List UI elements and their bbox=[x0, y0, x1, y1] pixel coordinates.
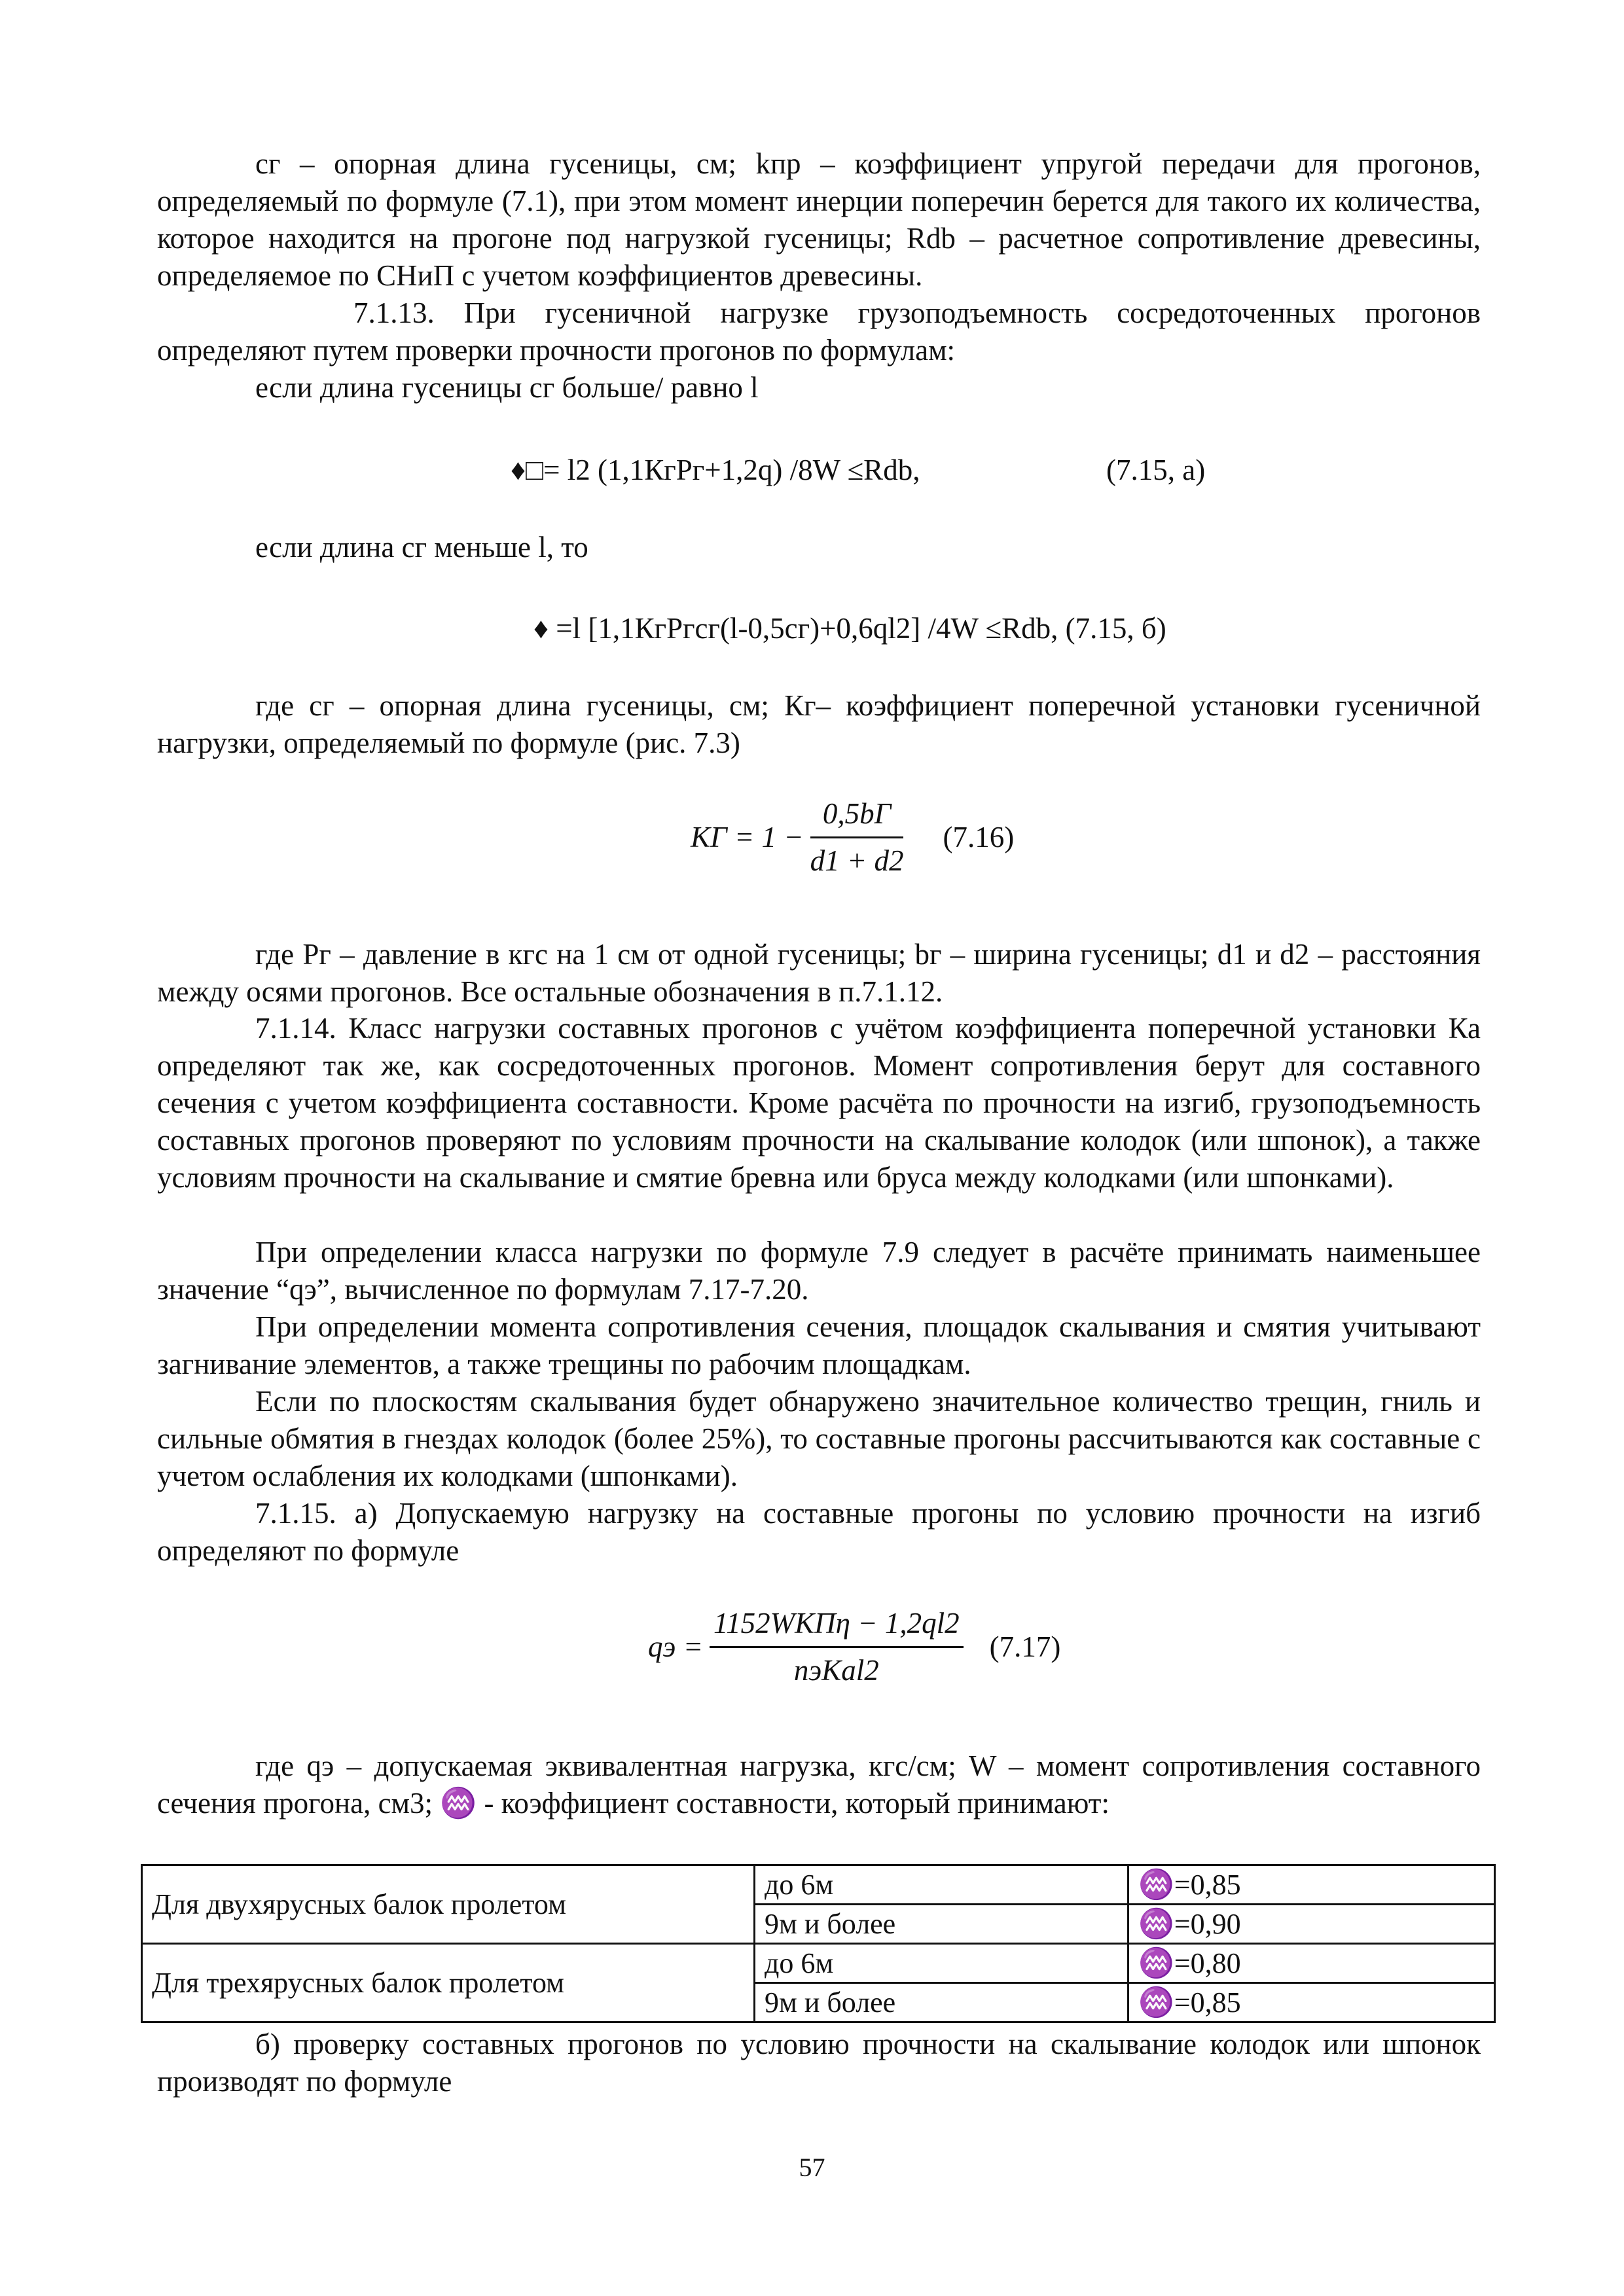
text-p5: где cг – опорная длина гусеницы, см; Кг– коэффициент поперечной установки гусеничной нагрузки, определяемый по формуле (рис. 7.3) bbox=[157, 689, 1481, 759]
text-p2: 7.1.13. При гусеничной нагрузке грузоподъемность сосредоточенных прогонов определяют путем проверки прочности прогонов по формулам: bbox=[157, 296, 1481, 367]
text-p12: где qэ – допускаемая эквивалентная нагрузка, кгс/см; W – момент сопротивления составного сечения прогона, см3; ♒ - коэффициент составности, который принимают: bbox=[157, 1749, 1481, 1820]
table-cell-span: до 6м bbox=[755, 1944, 1128, 1983]
composite-coefficient-table bbox=[141, 1864, 1496, 2023]
text-p7: 7.1.14. Класс нагрузки составных прогонов с учётом коэффициента поперечной установки Ка определяют так же, как сосредоточенных прогонов. Момент сопротивления берут для составного сечения с учетом коэффициента составности. Кроме расчёта по прочности на изгиб, грузоподъемность составных прогонов проверяют по условиям прочности на скалывание колодок (или шпонок), а также условиям прочности на скалывание и смятие бревна или бруса между колодками (или шпонками). bbox=[157, 1012, 1481, 1194]
paragraph-7-1-14 bbox=[157, 1010, 1481, 1196]
formula-7-16-lhs: KГ = 1 − bbox=[691, 821, 804, 853]
formula-7-15a-number: (7.15, а) bbox=[1106, 454, 1206, 486]
table-cell-coefficient: ♒=0,85 bbox=[1128, 1983, 1495, 2022]
table-cell-span: 9м и более bbox=[755, 1905, 1128, 1944]
paragraph-load-class bbox=[157, 1234, 1481, 1308]
formula-7-17-denominator: nэKаl2 bbox=[793, 1654, 879, 1687]
paragraph-moment bbox=[157, 1308, 1481, 1383]
paragraph-condition-2 bbox=[157, 529, 1481, 566]
paragraph-condition-1 bbox=[157, 369, 1481, 406]
paragraph-where-2 bbox=[157, 936, 1481, 1011]
text-p8: При определении класса нагрузки по формуле 7.9 следует в расчёте принимать наименьшее значение “qэ”, вычисленное по формулам 7.17-7.20. bbox=[157, 1236, 1481, 1306]
formula-7-16-numerator: 0,5bГ bbox=[810, 795, 904, 838]
paragraph-7-1-15 bbox=[157, 1495, 1481, 1570]
text-p1: cг – опорная длина гусеницы, см; kпр – коэффициент упругой передачи для прогонов, определяемый по формуле (7.1), при этом момент инерции поперечин берется для такого их количества, которое находится на прогоне под нагрузкой гусеницы; Rdb – расчетное сопротивление древесины, определяемое по СНиП с учетом коэффициентов древесины. bbox=[157, 147, 1481, 292]
table-row bbox=[142, 1865, 1495, 1905]
text-p9: При определении момента сопротивления сечения, площадок скалывания и смятия учитывают загнивание элементов, а также трещины по рабочим площадкам. bbox=[157, 1310, 1481, 1380]
table-cell-span: до 6м bbox=[755, 1865, 1128, 1905]
formula-7-17-numerator: 1152WKПη − 1,2ql2 bbox=[710, 1605, 964, 1648]
formula-7-17-lhs: qэ = bbox=[648, 1630, 703, 1663]
paragraph-shear-check bbox=[157, 2026, 1481, 2100]
paragraph-where-1 bbox=[157, 687, 1481, 762]
text-p13: б) проверку составных прогонов по условию прочности на скалывание колодок или шпонок производят по формуле bbox=[157, 2028, 1481, 2098]
text-p4: если длина cг меньше l, то bbox=[255, 531, 588, 564]
formula-7-15a-body: ♦□= l2 (1,1КгРг+1,2q) /8W ≤Rdb, bbox=[511, 454, 920, 486]
page-number: 57 bbox=[799, 2153, 825, 2182]
formula-7-16-fraction bbox=[810, 795, 904, 880]
formula-7-17-fraction bbox=[710, 1605, 964, 1689]
text-p3: если длина гусеницы cг больше/ равно l bbox=[255, 371, 759, 404]
table-cell-coefficient: ♒=0,80 bbox=[1128, 1944, 1495, 1983]
text-p6: где Рг – давление в кгс на 1 см от одной гусеницы; bг – ширина гусеницы; d1 и d2 – расстояния между осями прогонов. Все остальные обозначения в п.7.1.12. bbox=[157, 938, 1481, 1008]
table-cell-coefficient: ♒=0,85 bbox=[1128, 1865, 1495, 1905]
paragraph-7-1-13 bbox=[157, 295, 1481, 369]
table-cell-span: 9м и более bbox=[755, 1983, 1128, 2022]
text-p10: Если по плоскостям скалывания будет обнаружено значительное количество трещин, гниль и сильные обмятия в гнездах колодок (более 25%), то составные прогоны рассчитываются как составные с учетом ослабления их колодками (шпонками). bbox=[157, 1385, 1481, 1492]
table-row bbox=[142, 1944, 1495, 1983]
table-cell-coefficient: ♒=0,90 bbox=[1128, 1905, 1495, 1944]
table-cell-group: Для двухярусных балок пролетом bbox=[142, 1865, 755, 1944]
paragraph-where-3 bbox=[157, 1748, 1481, 1822]
text-p11: 7.1.15. а) Допускаемую нагрузку на составные прогоны по условию прочности на изгиб определяют по формуле bbox=[157, 1497, 1481, 1567]
paragraph-cracks bbox=[157, 1383, 1481, 1495]
formula-7-16-denominator: d1 + d2 bbox=[810, 844, 904, 877]
formula-7-16-number: (7.16) bbox=[943, 821, 1015, 853]
paragraph-definitions bbox=[157, 145, 1481, 295]
formula-7-15b-body: ♦ =l [1,1КгРгcг(l-0,5cг)+0,6ql2] /4W ≤Rdb, (7.15, б) bbox=[533, 612, 1166, 645]
formula-7-17-number: (7.17) bbox=[989, 1630, 1061, 1663]
table-cell-group: Для трехярусных балок пролетом bbox=[142, 1944, 755, 2022]
